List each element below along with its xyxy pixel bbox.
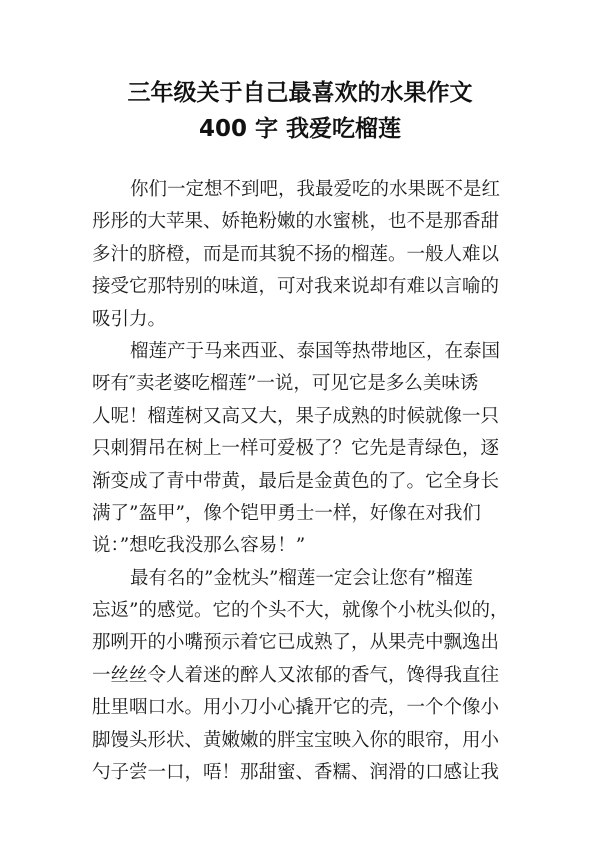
paragraph-2-line: 呀有″卖老婆吃榴莲”一说，可见它是多么美味诱 [92,373,479,395]
paragraph-3-line: 最有名的”金枕头”榴莲一定会让您有”榴莲 [130,567,473,589]
essay-body [92,174,512,789]
paragraph-3-line: 勺子尝一口，唔！那甜蜜、香糯、润滑的口感让我 [92,762,500,784]
paragraph-2-line: 说：”想吃我没那么容易！” [92,535,306,557]
paragraph-2-line: 榴莲产于马来西亚、泰国等热带地区，在泰国 [130,340,501,362]
paragraph-1-line: 彤彤的大苹果、娇艳粉嫩的水蜜桃，也不是那香甜 [92,211,500,233]
paragraph-1-line: 你们一定想不到吧，我最爱吃的水果既不是红 [130,179,501,200]
paragraph-3-line: 脚馒头形状、黄嫩嫩的胖宝宝映入你的眼帘，用小 [92,729,500,751]
document-title-line-1: 三年级关于自己最喜欢的水果作文 [127,80,473,106]
paragraph-2-line: 满了”盔甲”，像个铠甲勇士一样，好像在对我们 [92,502,481,524]
paragraph-3-line: 忘返”的感觉。它的个头不大，就像个小枕头似的， [92,600,509,622]
paragraph-2-line: 渐变成了青中带黄，最后是金黄色的了。它全身长 [92,470,500,492]
paragraph-3-line: 一丝丝令人着迷的醉人又浓郁的香气，馋得我直往 [92,664,500,686]
paragraph-2-line: 人呢！榴莲树又高又大，果子成熟的时候就像一只 [92,405,500,427]
paragraph-1-line: 吸引力。 [92,308,167,330]
paragraph-3-line: 肚里咽口水。用小刀小心撬开它的壳，一个个像小 [92,697,500,719]
paragraph-1-line: 多汁的脐橙，而是而其貌不扬的榴莲。一般人难以 [92,243,500,265]
paragraph-3-line: 那咧开的小嘴预示着它已成熟了，从果壳中飘逸出 [92,632,500,654]
paragraph-1-line: 接受它那特别的味道，可对我来说却有难以言喻的 [92,276,500,298]
paragraph-2-line: 只刺猬吊在树上一样可爱极了？它先是青绿色，逐 [92,438,500,460]
document-title-line-2: 400 字 我爱吃榴莲 [198,116,402,142]
